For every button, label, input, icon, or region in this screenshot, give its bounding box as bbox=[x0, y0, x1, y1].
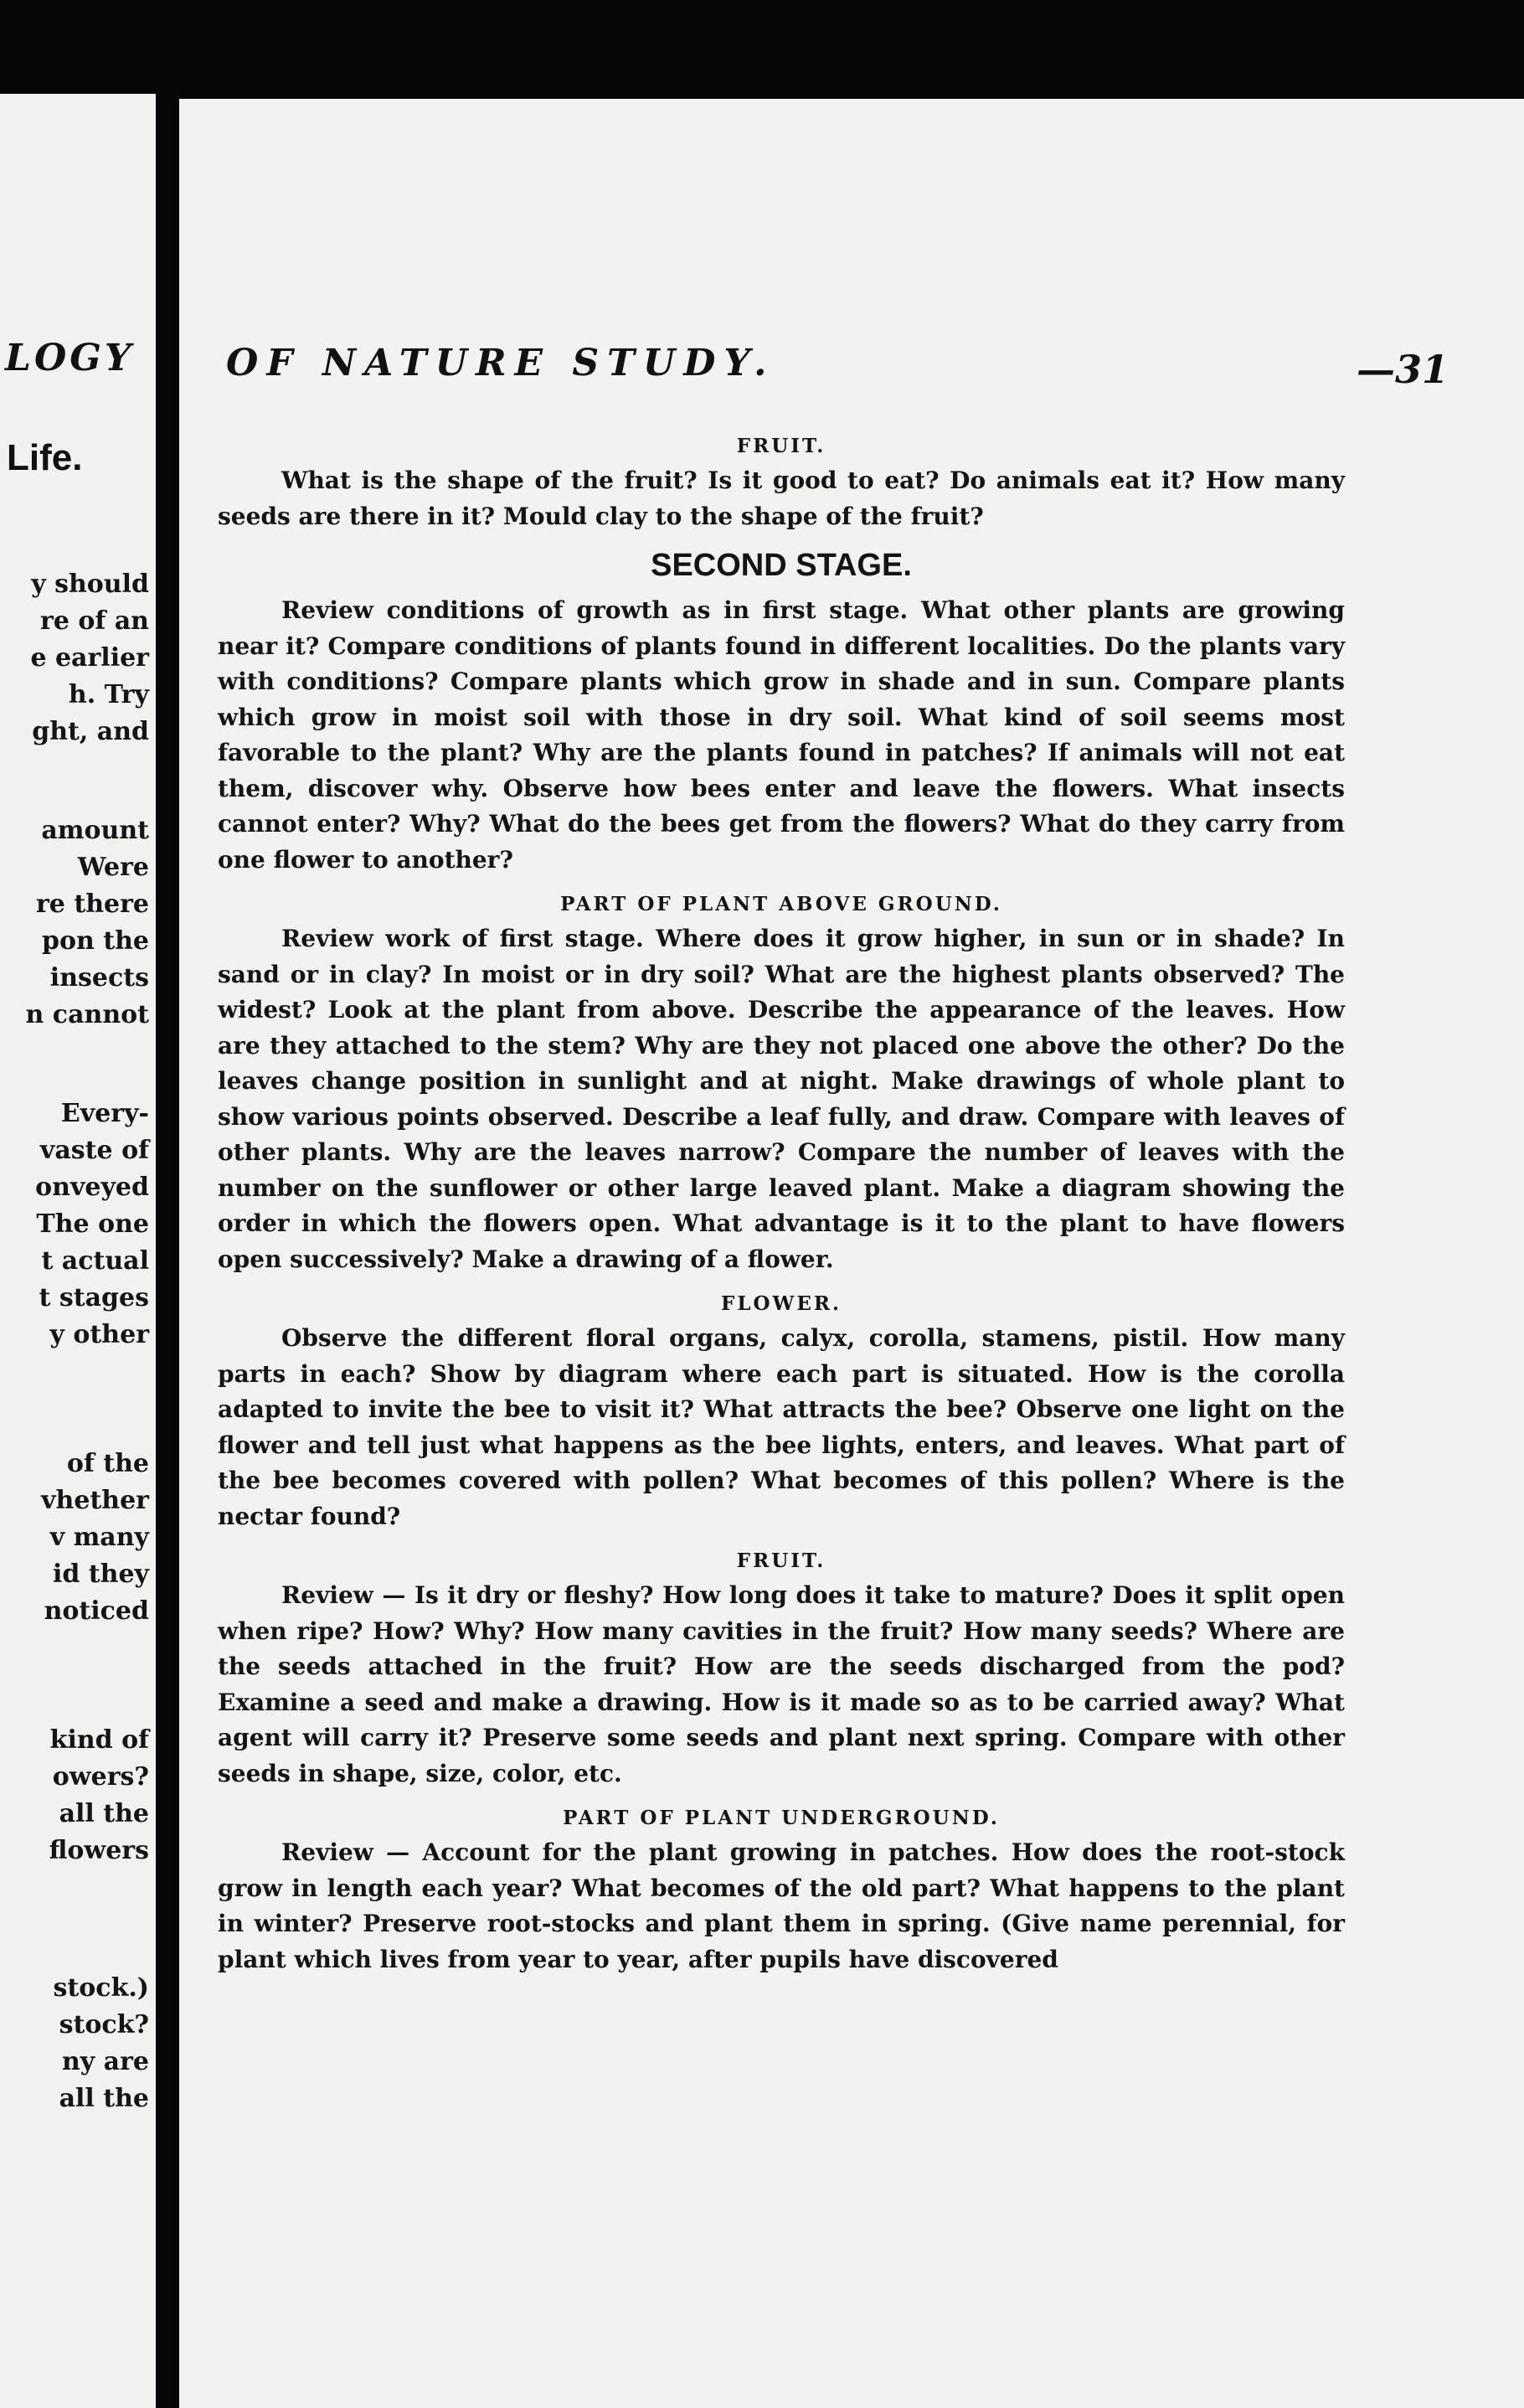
page-content bbox=[218, 430, 1345, 1988]
left-page-fragment: y other bbox=[49, 1320, 149, 1349]
section-heading-above-ground: PART OF PLANT ABOVE GROUND. bbox=[560, 893, 1002, 915]
left-page-fragment: ny are bbox=[61, 2047, 149, 2076]
section-heading-fruit-review: FRUIT. bbox=[736, 1549, 826, 1572]
left-page-fragment: re there bbox=[36, 889, 149, 919]
section-heading-flower: FLOWER. bbox=[720, 1292, 842, 1315]
left-page-fragment: noticed bbox=[44, 1596, 149, 1626]
left-page-fragment: onveyed bbox=[35, 1173, 149, 1202]
left-page-fragment: Every- bbox=[60, 1099, 149, 1128]
left-page-fragment: n cannot bbox=[25, 1000, 149, 1029]
running-head: OF NATURE STUDY. bbox=[226, 342, 775, 384]
section-heading-fruit: FRUIT. bbox=[736, 435, 826, 457]
left-page-fragment: ght, and bbox=[32, 717, 149, 746]
paragraph-second-stage: Review conditions of growth as in first stage. What other plants are growing near it? Compare conditions of plants found in different localities. Do the plants vary with conditions? Compare plants which grow in shade and in sun. Compare plants which grow in moist soil with those in dry soil. What kind of soil seems most favorable to the plant? Why are the plants found in patches? If animals will not eat them, discover why. Observe how bees enter and leave the flowers. What insects cannot enter? Why? What do the bees get from the flowers? What do they carry from one flower to another? bbox=[218, 596, 1345, 874]
left-page-fragment: t stages bbox=[39, 1283, 149, 1312]
left-page-fragment: h. Try bbox=[68, 680, 149, 709]
paragraph-fruit-review: Review — Is it dry or fleshy? How long does it take to mature? Does it split open when ripe? How? Why? How many cavities in the fruit? How many seeds? Where are the seeds attached in the fruit? How are the seeds discharged from the pod? Examine a seed and make a drawing. How is it made so as to be carried away? What agent will carry it? Preserve some seeds and plant next spring. Compare with other seeds in shape, size, color, etc. bbox=[218, 1581, 1345, 1787]
left-page-fragment: stock? bbox=[59, 2010, 149, 2039]
left-page-fragment: e earlier bbox=[30, 643, 149, 673]
left-page-title: Life. bbox=[7, 437, 83, 478]
paragraph-underground: Review — Account for the plant growing in patches. How does the root-stock grow in length each year? What becomes of the old part? What happens to the plant in winter? Preserve root-stocks and plant them in spring. (Give name perennial, for plant which lives from year to year, after pupils have discovered bbox=[218, 1838, 1345, 1973]
left-page-fragment: t actual bbox=[41, 1246, 149, 1276]
book-gutter bbox=[156, 94, 179, 2408]
left-page-fragment: The one bbox=[36, 1209, 149, 1239]
section-heading-underground: PART OF PLANT UNDERGROUND. bbox=[563, 1807, 1000, 1829]
left-page-fragment: all the bbox=[59, 1799, 149, 1828]
left-page-fragment: id they bbox=[52, 1560, 149, 1589]
paragraph-fruit-questions: What is the shape of the fruit? Is it good to eat? Do animals eat it? How many seeds are there in it? Mould clay to the shape of the fruit? bbox=[218, 467, 1345, 530]
stage-heading: SECOND STAGE. bbox=[651, 548, 912, 583]
left-page-fragment: v many bbox=[49, 1523, 149, 1552]
main-page bbox=[179, 99, 1524, 2408]
left-page-fragment: re of an bbox=[40, 606, 149, 636]
left-page-fragment: Were bbox=[77, 853, 149, 882]
left-facing-page bbox=[0, 94, 156, 2408]
page-number: —31 bbox=[1356, 347, 1449, 392]
left-page-fragment: owers? bbox=[52, 1762, 149, 1792]
left-page-fragment: of the bbox=[66, 1449, 149, 1478]
paragraph-flower: Observe the different floral organs, calyx, corolla, stamens, pistil. How many parts in each? Show by diagram where each part is situated. How is the corolla adapted to invite the bee to visit it? What attracts the bee? Observe one light on the flower and tell just what happens as the bee lights, enters, and leaves. What part of the bee becomes covered with pollen? What becomes of this pollen? Where is the nectar found? bbox=[218, 1324, 1345, 1530]
left-page-running-head: LOGY bbox=[5, 337, 135, 379]
left-page-fragment: amount bbox=[41, 816, 149, 845]
left-page-fragment: stock.) bbox=[53, 1973, 149, 2003]
left-page-fragment: insects bbox=[49, 963, 149, 993]
left-page-fragment: all the bbox=[59, 2084, 149, 2113]
paragraph-above-ground: Review work of first stage. Where does it grow higher, in sun or in shade? In sand or in clay? In moist or in dry soil? What are the highest plants observed? The widest? Look at the plant from above. Describe the appearance of the leaves. How are they attached to the stem? Why are they not placed one above the other? Do the leaves change position in sunlight and at night. Make drawings of whole plant to show various points observed. Describe a leaf fully, and draw. Compare with leaves of other plants. Why are the leaves narrow? Compare the number of leaves with the number on the sunflower or other large leaved plant. Make a diagram showing the order in which the flowers open. What advantage is it to the plant to have flowers open successively? Make a drawing of a flower. bbox=[218, 925, 1345, 1273]
left-page-fragment: kind of bbox=[49, 1725, 149, 1755]
left-page-fragment: flowers bbox=[49, 1836, 149, 1865]
left-page-fragment: pon the bbox=[42, 926, 149, 956]
left-page-fragment: y should bbox=[31, 570, 149, 599]
left-page-fragment: vaste of bbox=[39, 1136, 149, 1165]
left-page-fragment: vhether bbox=[41, 1486, 149, 1515]
